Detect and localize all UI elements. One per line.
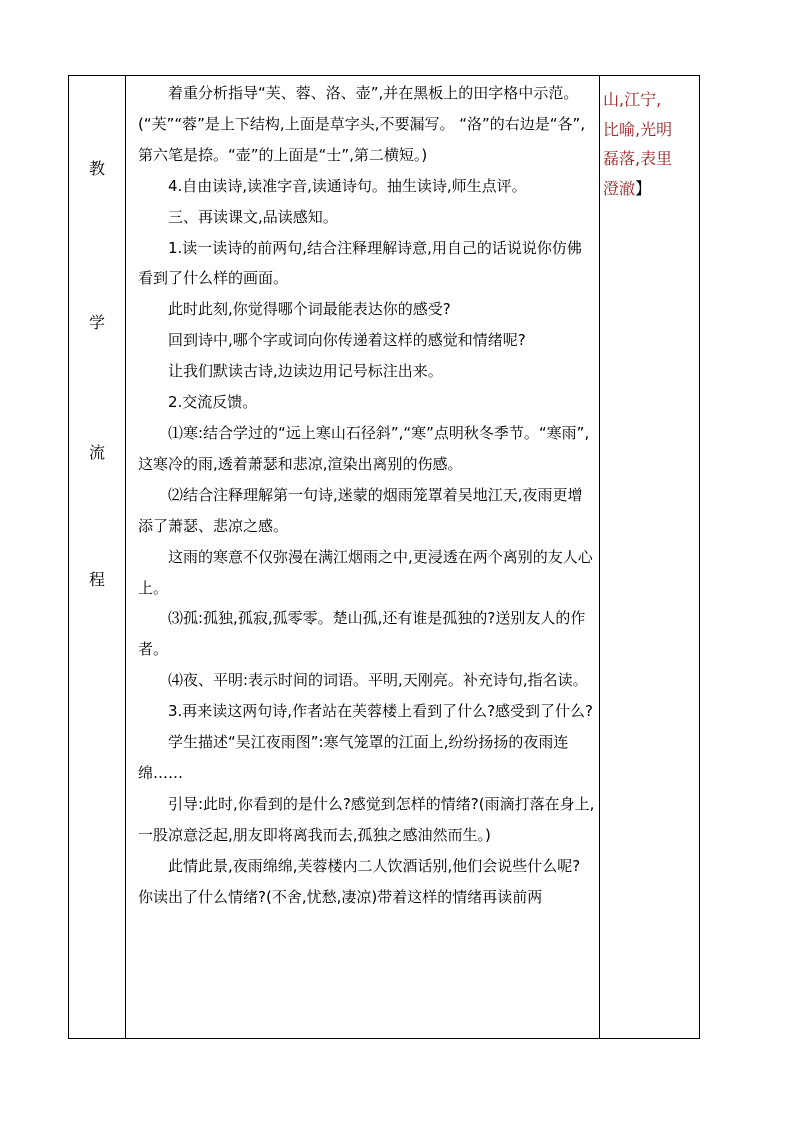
paragraph: 让我们默读古诗,边读边用记号标注出来。 bbox=[168, 362, 443, 381]
section-heading: 三、再读课文,品读感知。 bbox=[168, 207, 338, 226]
paragraph: 这雨的寒意不仅弥漫在满江烟雨之中,更浸透在两个离别的友人心上。 bbox=[138, 547, 593, 597]
side-label-xue: 学 bbox=[88, 313, 105, 332]
note-closing-bracket: 】 bbox=[635, 178, 652, 198]
paragraph: ⑶孤:孤独,孤寂,孤零零。楚山孤,还有谁是孤独的?送别友人的作者。 bbox=[138, 609, 586, 659]
side-label-cheng: 程 bbox=[88, 570, 105, 589]
paragraph: 学生描述“吴江夜雨图”:寒气笼罩的江面上,纷纷扬扬的夜雨连绵…… bbox=[138, 733, 569, 782]
lesson-content bbox=[138, 78, 595, 912]
side-label-liu: 流 bbox=[88, 443, 105, 462]
paragraph: 着重分析指导“芙、蓉、洛、壶”,并在黑板上的田字格中示范。(“芙”“蓉”是上下结构,上面是草字头,不要漏写。 “洛”的右边是“各”,第六笔是捺。“壶”的上面是“士”,第二横短。) bbox=[138, 84, 586, 164]
paragraph: 回到诗中,哪个字或词向你传递着这样的感觉和情绪呢? bbox=[168, 331, 526, 350]
note-text: 澄澈 bbox=[603, 178, 636, 198]
note-line: 比喻,光明 bbox=[603, 119, 673, 139]
paragraph: 2.交流反馈。 bbox=[168, 393, 258, 412]
side-label-jiao: 教 bbox=[88, 159, 105, 178]
paragraph: 引导:此时,你看到的是什么?感觉到怎样的情绪?(雨滴打落在身上,一股凉意泛起,朋友即将离我而去,孤独之感油然而生。) bbox=[138, 794, 595, 844]
paragraph: 此情此景,夜雨绵绵,芙蓉楼内二人饮酒话别,他们会说些什么呢?你读出了什么情绪?(不舍,忧愁,凄凉)带着这样的情绪再读前两 bbox=[138, 856, 581, 906]
paragraph: 3.再来读这两句诗,作者站在芙蓉楼上看到了什么?感受到了什么? bbox=[168, 702, 594, 721]
column-divider-right bbox=[599, 76, 600, 1038]
paragraph: 1.读一读诗的前两句,结合注释理解诗意,用自己的话说说你仿佛看到了什么样的画面。 bbox=[138, 238, 582, 288]
paragraph: ⑵结合注释理解第一句诗,迷蒙的烟雨笼罩着吴地江天,夜雨更增添了萧瑟、悲凉之感。 bbox=[138, 485, 583, 535]
side-note bbox=[603, 85, 699, 203]
paragraph: ⑴寒:结合学过的“远上寒山石径斜”,“寒”点明秋冬季节。“寒雨”,这寒冷的雨,透着萧瑟和悲凉,渲染出离别的伤感。 bbox=[138, 423, 590, 473]
paragraph: 4.自由读诗,读准字音,读通诗句。抽生读诗,师生点评。 bbox=[168, 176, 527, 195]
note-line: 磊落,表里 bbox=[603, 149, 673, 168]
column-divider-left bbox=[125, 76, 126, 1038]
paragraph: 此时此刻,你觉得哪个词最能表达你的感受? bbox=[168, 300, 451, 319]
paragraph: ⑷夜、平明:表示时间的词语。平明,天刚亮。补充诗句,指名读。 bbox=[168, 671, 588, 690]
lesson-table bbox=[68, 75, 700, 1039]
note-line bbox=[603, 174, 699, 204]
note-line: 山,江宁, bbox=[603, 90, 662, 109]
